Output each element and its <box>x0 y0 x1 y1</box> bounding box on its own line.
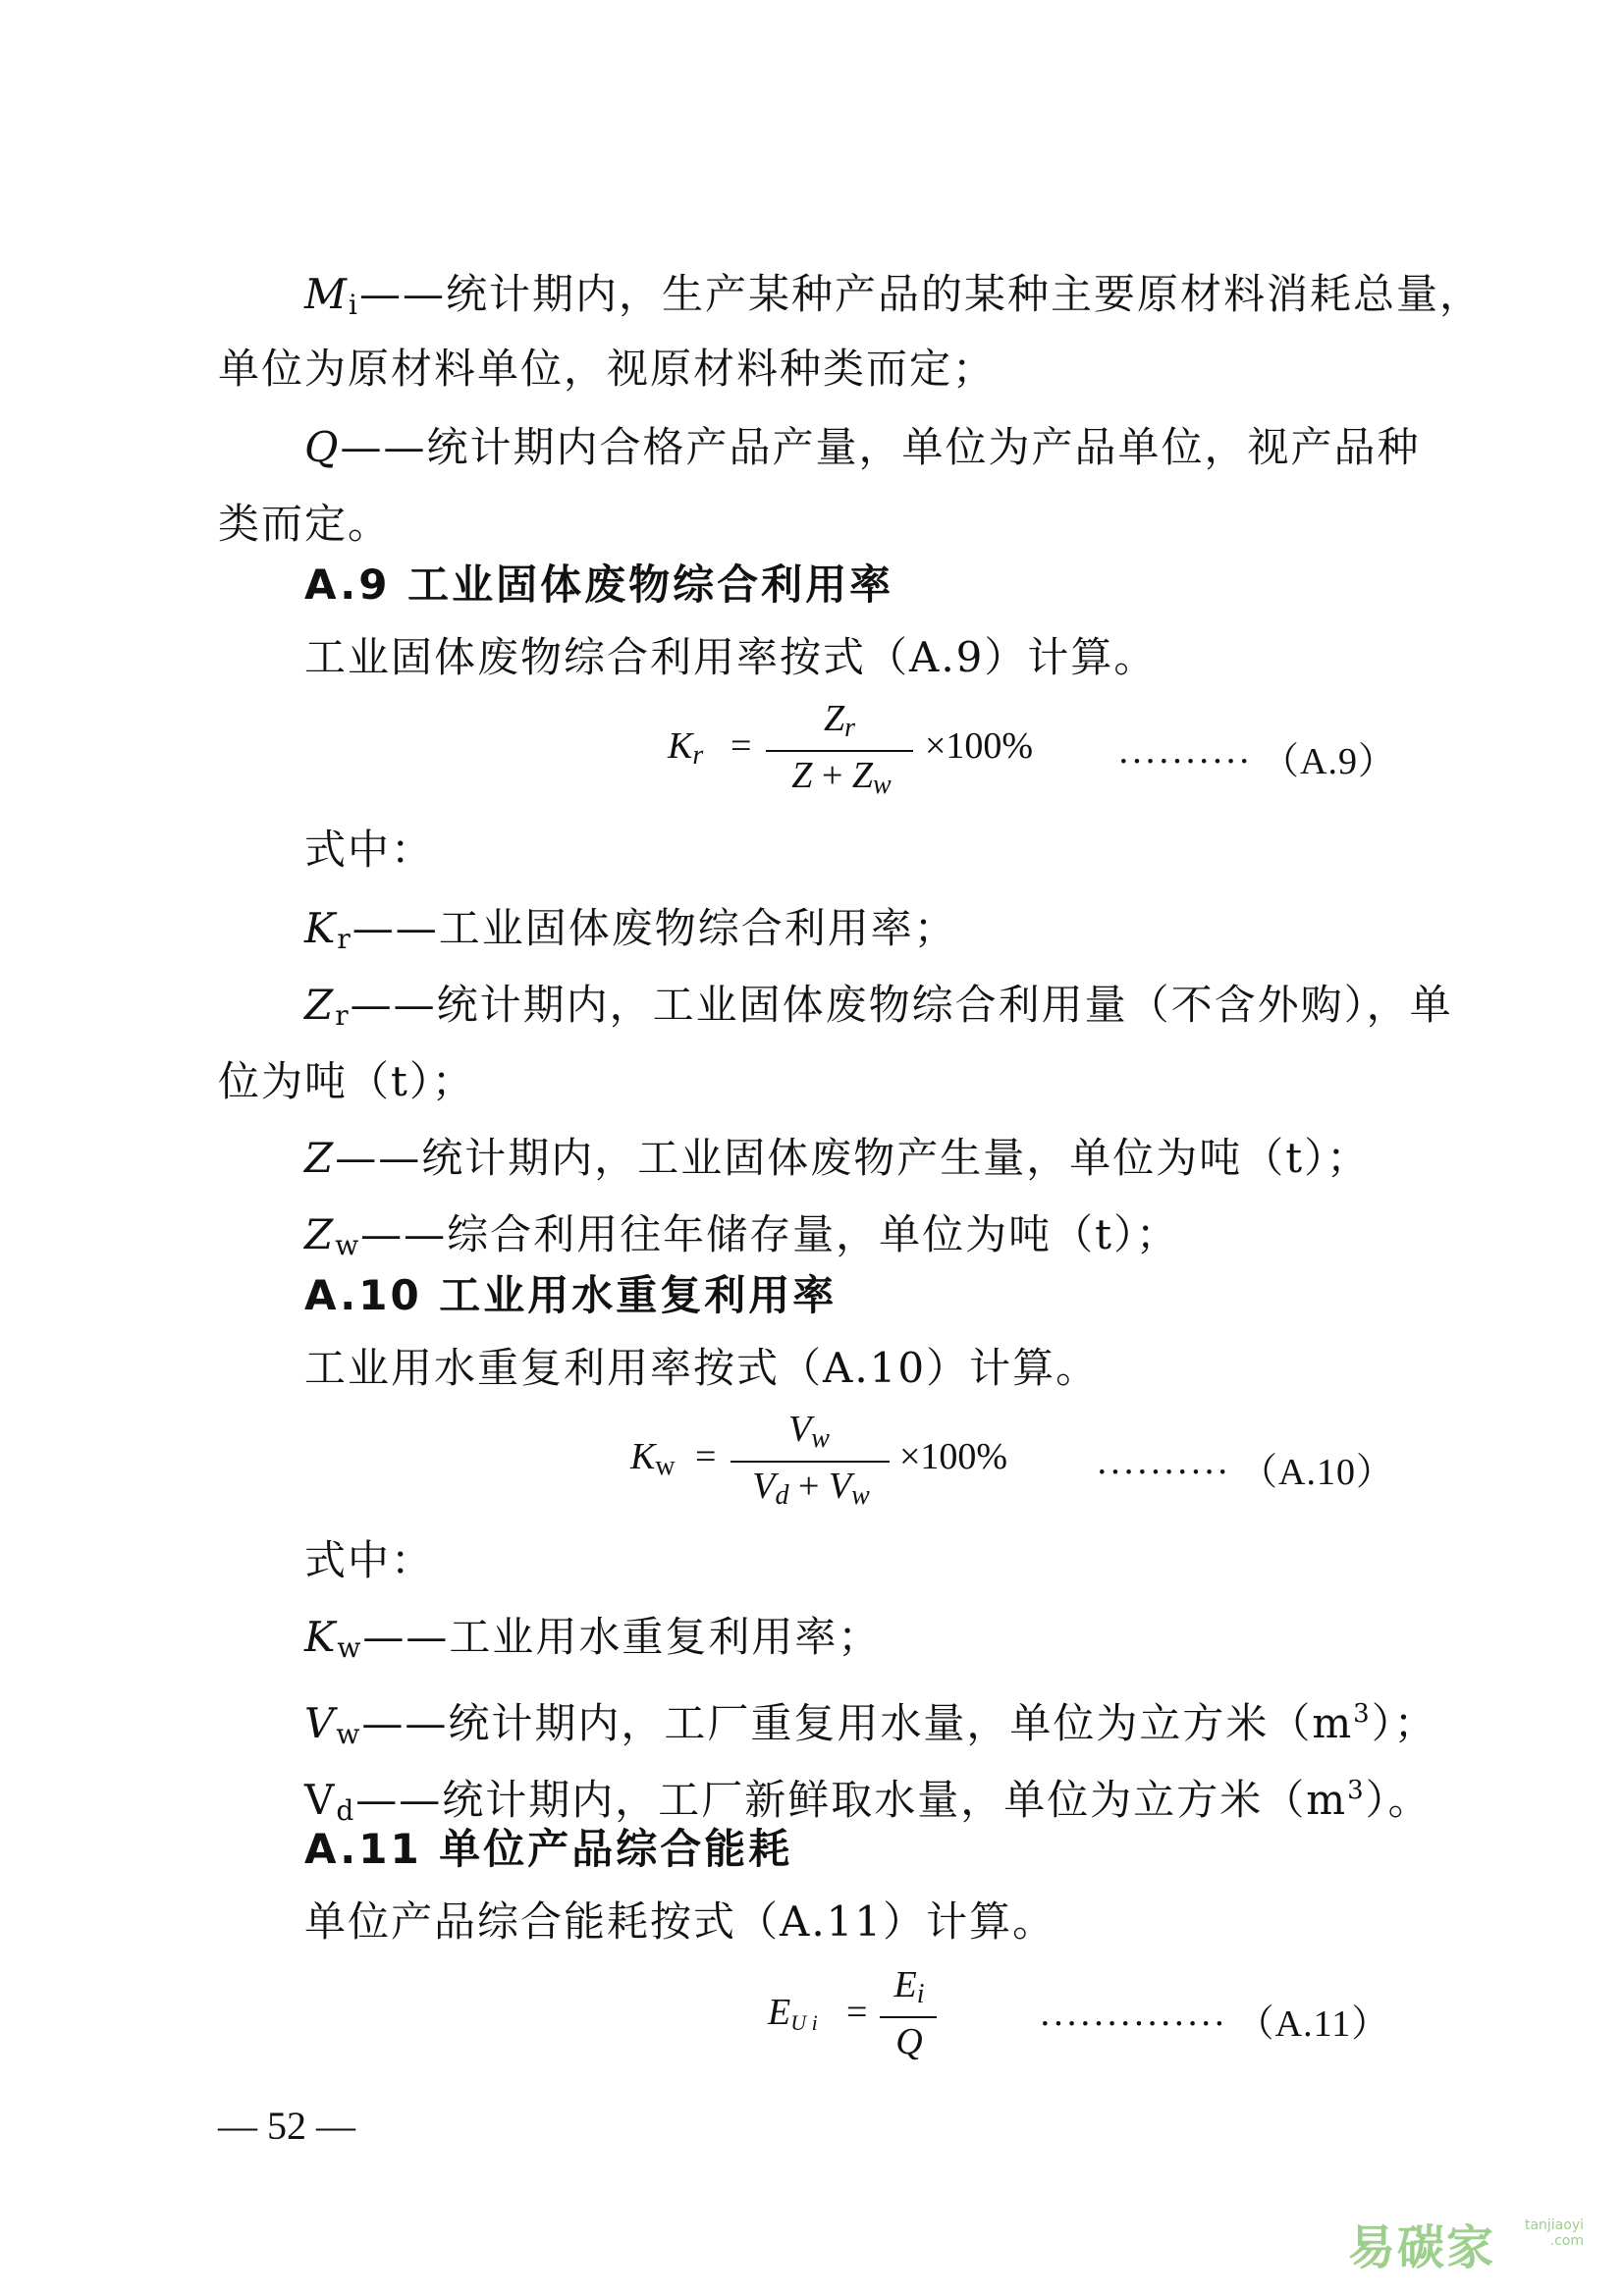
vw-definition: $V_w——$统计期内，工厂重复用水量，单位为立方米$(m^3)$； <box>304 1699 1437 1750</box>
z-definition: Z——统计期内，工业固体废物产生量，单位为吨（t）； <box>304 1134 1371 1182</box>
definition-text: ——统计期内，生产某种产品的某种主要原材料消耗总量， <box>358 270 1483 318</box>
formula-a9 <box>668 697 1060 805</box>
zr-definition-continued: 位为吨（t）； <box>218 1057 475 1105</box>
equals-sign: = <box>846 1992 868 2033</box>
a10-intro: 工业用水重复利用率按式（A.10）计算。 <box>304 1344 1100 1392</box>
symbol-m: M <box>304 270 350 318</box>
zw-definition: $Z_w——$综合利用往年储存量，单位为吨（t）； <box>304 1210 1180 1261</box>
watermark-brand: 易碳家 <box>1348 2220 1496 2275</box>
a9-where: 式中： <box>304 826 435 874</box>
page-number: — 52 — <box>218 2104 355 2148</box>
a9-intro: 工业固体废物综合利用率按式（A.9）计算。 <box>304 633 1158 681</box>
fraction-bar <box>880 2016 937 2018</box>
fraction-numerator: $E_i$ <box>893 1964 925 2009</box>
vd-definition: $V_d——$统计期内，工厂新鲜取水量，单位为立方米$(m^3)$。 <box>304 1776 1432 1827</box>
a10-where: 式中： <box>304 1536 435 1584</box>
formula-lhs: $E_{U i}$ <box>768 1992 818 2035</box>
q-definition <box>304 422 1420 473</box>
fraction-denominator: $V_d + V_w$ <box>752 1466 870 1511</box>
section-heading-a9: A.9 工业固体废物综合利用率 <box>304 561 894 609</box>
mi-definition <box>304 269 1483 331</box>
fraction-numerator: $V_w$ <box>788 1409 830 1454</box>
equals-sign: = <box>730 725 752 767</box>
section-heading-a11: A.11 单位产品综合能耗 <box>304 1825 793 1873</box>
fraction-bar <box>766 750 913 752</box>
equals-sign: = <box>695 1436 717 1477</box>
formula-a10 <box>630 1408 1043 1516</box>
formula-a11 <box>768 1963 964 2071</box>
mi-definition-continued: 单位为原材料单位，视原材料种类而定； <box>218 345 997 393</box>
equation-number-a9: ·········· （A.9） <box>1117 741 1396 782</box>
section-heading-a10: A.10 工业用水重复利用率 <box>304 1271 838 1319</box>
watermark-site: tanjiaoyi .com <box>1524 2217 1584 2249</box>
fraction-bar <box>730 1461 890 1463</box>
q-definition-continued: 类而定。 <box>218 500 392 548</box>
watermark-logo <box>1348 2210 1584 2275</box>
percentage-factor: ×100% <box>925 725 1034 767</box>
a11-intro: 单位产品综合能耗按式（A.11）计算。 <box>304 1897 1056 1946</box>
fraction-denominator: $Z + Z_w$ <box>791 755 892 800</box>
definition-text: ——统计期内合格产品产量，单位为产品单位，视产品种 <box>340 423 1421 471</box>
fraction-denominator: Q <box>895 2021 923 2062</box>
equation-number-a10: ·········· （A.10） <box>1096 1452 1394 1493</box>
subscript-i: i <box>349 289 359 321</box>
kr-definition: $K_r——$工业固体废物综合利用率； <box>304 904 957 955</box>
kw-definition: $K_w——$工业用水重复利用率； <box>304 1613 882 1664</box>
fraction-numerator: $Z_r$ <box>823 698 856 743</box>
zr-definition: $Z_r——$统计期内，工业固体废物综合利用量（不含外购），单 <box>304 981 1453 1032</box>
formula-lhs: $K_w$ <box>630 1436 676 1481</box>
equation-number-a11: ·············· （A.11） <box>1039 2003 1390 2045</box>
formula-lhs: $K_r$ <box>668 725 704 771</box>
symbol-q: Q <box>304 423 341 471</box>
percentage-factor: ×100% <box>899 1436 1008 1477</box>
